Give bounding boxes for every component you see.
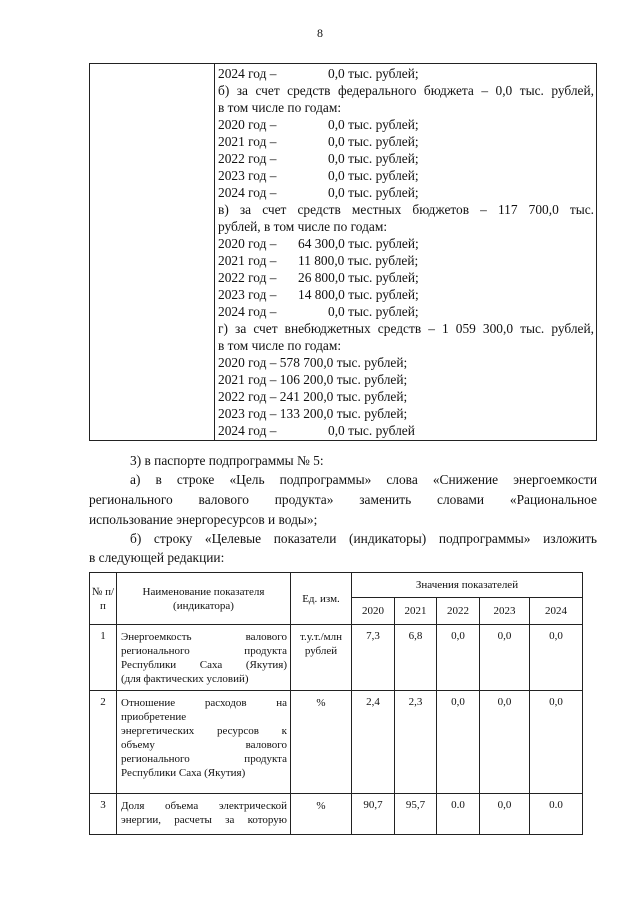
funding-year-line (218, 252, 419, 269)
indicator-name-line: (для фактических условий) (121, 673, 249, 685)
funding-year-line (218, 150, 419, 167)
funding-line: 2023 год – 133 200,0 тыс. рублей; (218, 406, 408, 421)
funding-amount: 0,0 тыс. рублей; (328, 134, 419, 149)
table-column-divider (214, 64, 215, 440)
header-unit: Ед. изм. (291, 573, 352, 625)
funding-line: 2021 год – 106 200,0 тыс. рублей; (218, 372, 408, 387)
indicator-unit: т.у.т./млн рублей (291, 625, 352, 691)
funding-year-line (218, 65, 419, 82)
indicator-name-line: Энергоемкость валового (121, 631, 287, 643)
indicator-value: 0,0 (437, 625, 480, 691)
funding-amount: 0,0 тыс. рублей; (328, 304, 419, 319)
funding-amount: 0,0 тыс. рублей (328, 423, 415, 438)
funding-year: 2024 год – (218, 423, 277, 438)
funding-year: 2020 год – (218, 117, 277, 132)
indicator-value: 95,7 (395, 794, 437, 835)
funding-year-line (218, 184, 419, 201)
funding-year: 2023 год – (218, 287, 277, 302)
funding-amount: 64 300,0 тыс. рублей; (298, 236, 419, 251)
indicator-value: 0,0 (530, 625, 583, 691)
indicator-value: 7,3 (352, 625, 395, 691)
funding-year-line (218, 167, 419, 184)
indicator-unit: % (291, 794, 352, 835)
header-name: Наименование показателя (индикатора) (117, 573, 291, 625)
indicator-name-line: регионального продукта (121, 753, 287, 765)
funding-line: б) за счет средств федерального бюджета – 0,0 тыс. рублей, (218, 83, 594, 98)
indicator-name-line: энергетических ресурсов к (121, 725, 287, 737)
funding-amount: 0,0 тыс. рублей; (328, 151, 419, 166)
indicator-name-line: регионального продукта (121, 645, 287, 657)
indicator-value: 0,0 (530, 691, 583, 794)
indicator-value: 0.0 (437, 794, 480, 835)
funding-line: в том числе по годам: (218, 100, 342, 115)
funding-year: 2023 год – (218, 168, 277, 183)
header-year: 2022 (437, 598, 480, 625)
funding-amount: 0,0 тыс. рублей; (328, 117, 419, 132)
paragraph-goal-line-3: использование энергоресурсов и воды»; (89, 512, 318, 527)
indicator-unit: % (291, 691, 352, 794)
funding-line: в том числе по годам: (218, 338, 342, 353)
funding-amount: 0,0 тыс. рублей; (328, 66, 419, 81)
indicator-value: 0.0 (530, 794, 583, 835)
indicator-number: 2 (90, 691, 117, 794)
funding-line: 2020 год – 578 700,0 тыс. рублей; (218, 355, 408, 370)
funding-year: 2022 год – (218, 270, 277, 285)
header-year: 2023 (480, 598, 530, 625)
funding-year-line (218, 422, 415, 439)
funding-year: 2021 год – (218, 253, 277, 268)
funding-line: г) за счет внебюджетных средств – 1 059 300,0 тыс. рублей, (218, 321, 594, 336)
paragraph-indicators-line-1: б) строку «Целевые показатели (индикаторы) подпрограммы» изложить (130, 531, 597, 546)
page-number: 8 (317, 26, 323, 40)
funding-year-line (218, 269, 419, 286)
indicator-value: 2,3 (395, 691, 437, 794)
funding-amount: 0,0 тыс. рублей; (328, 168, 419, 183)
funding-amount: 0,0 тыс. рублей; (328, 185, 419, 200)
funding-year: 2024 год – (218, 66, 277, 81)
indicator-name-line: Доля объема электрической (121, 800, 287, 812)
indicator-value: 0,0 (437, 691, 480, 794)
target-indicators-table (89, 572, 583, 835)
indicator-value: 6,8 (395, 625, 437, 691)
indicator-value: 0,0 (480, 794, 530, 835)
indicator-name (117, 625, 291, 691)
header-num: № п/п (90, 573, 117, 625)
header-year: 2020 (352, 598, 395, 625)
indicator-value: 0,0 (480, 691, 530, 794)
indicator-name-line: объему валового (121, 739, 287, 751)
funding-amount: 11 800,0 тыс. рублей; (298, 253, 419, 268)
funding-year: 2020 год – (218, 236, 277, 251)
paragraph-indicators-line-2: в следующей редакции: (89, 550, 225, 565)
paragraph-goal-line-2: регионального валового продукта» заменить словами «Рациональное (89, 492, 597, 507)
paragraph-goal-line-1: а) в строке «Цель подпрограммы» слова «Снижение энергоемкости (130, 472, 597, 487)
funding-year: 2022 год – (218, 151, 277, 166)
funding-line: рублей, в том числе по годам: (218, 219, 388, 234)
funding-line: 2022 год – 241 200,0 тыс. рублей; (218, 389, 408, 404)
header-year: 2024 (530, 598, 583, 625)
indicator-number: 1 (90, 625, 117, 691)
funding-year-line (218, 286, 419, 303)
funding-amount: 26 800,0 тыс. рублей; (298, 270, 419, 285)
paragraph-subprogram-5: 3) в паспорте подпрограммы № 5: (130, 453, 324, 468)
funding-amount: 14 800,0 тыс. рублей; (298, 287, 419, 302)
indicator-value: 0,0 (480, 625, 530, 691)
indicator-value: 2,4 (352, 691, 395, 794)
indicator-number: 3 (90, 794, 117, 835)
header-values-group: Значения показателей (352, 573, 583, 598)
funding-line: в) за счет средств местных бюджетов – 117 700,0 тыс. (218, 202, 594, 217)
indicator-value: 90,7 (352, 794, 395, 835)
indicator-name (117, 794, 291, 835)
indicator-name-line: приобретение (121, 711, 187, 723)
indicator-row (90, 794, 583, 835)
funding-year-line (218, 235, 419, 252)
indicator-name (117, 691, 291, 794)
funding-year: 2024 год – (218, 185, 277, 200)
funding-year-line (218, 133, 419, 150)
funding-year: 2024 год – (218, 304, 277, 319)
indicator-name-line: Республики Саха (Якутия) (121, 767, 246, 779)
funding-year: 2021 год – (218, 134, 277, 149)
funding-year-line (218, 116, 419, 133)
indicator-name-line: Отношение расходов на (121, 697, 287, 709)
indicator-name-line: Республики Саха (Якутия) (121, 659, 287, 671)
header-year: 2021 (395, 598, 437, 625)
indicator-row (90, 691, 583, 794)
indicator-name-line: энергии, расчеты за которую (121, 814, 287, 826)
indicator-row (90, 625, 583, 691)
funding-year-line (218, 303, 419, 320)
funding-continuation-table (89, 63, 597, 441)
